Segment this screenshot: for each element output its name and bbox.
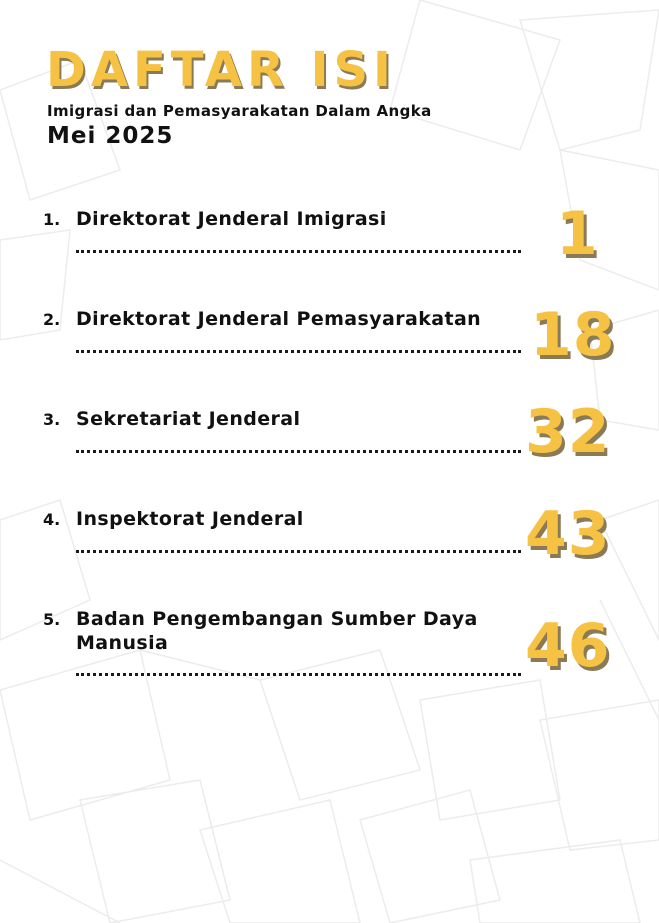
toc-item-page: 1: [556, 199, 599, 269]
toc-item-number: 4.: [43, 510, 61, 529]
toc-item-number: 5.: [43, 610, 61, 629]
toc-item-number: 1.: [43, 210, 61, 229]
toc-item-page: 18: [530, 300, 616, 370]
publication-period: Mei 2025: [47, 123, 174, 149]
publication-subtitle: Imigrasi dan Pemasyarakatan Dalam Angka: [47, 102, 432, 120]
toc-item-number: 3.: [43, 410, 61, 429]
toc-item-number: 2.: [43, 310, 61, 329]
toc-item-page: 43: [525, 499, 611, 569]
toc-item-label: Badan Pengembangan Sumber Daya Manusia: [76, 608, 478, 654]
toc-dot-leader: [76, 550, 521, 553]
toc-dot-leader: [76, 450, 521, 453]
toc-dot-leader: [76, 350, 521, 353]
toc-item-label: Sekretariat Jenderal: [76, 408, 301, 430]
toc-dot-leader: [76, 250, 521, 253]
toc-item-page: 46: [525, 611, 611, 681]
toc-dot-leader: [76, 673, 521, 676]
toc-item-page: 32: [525, 397, 611, 467]
toc-item-label: Direktorat Jenderal Imigrasi: [76, 208, 387, 230]
toc-item-label: Direktorat Jenderal Pemasyarakatan: [76, 308, 482, 330]
page-title: DAFTAR ISI: [46, 42, 396, 98]
toc-item-label: Inspektorat Jenderal: [76, 508, 304, 530]
